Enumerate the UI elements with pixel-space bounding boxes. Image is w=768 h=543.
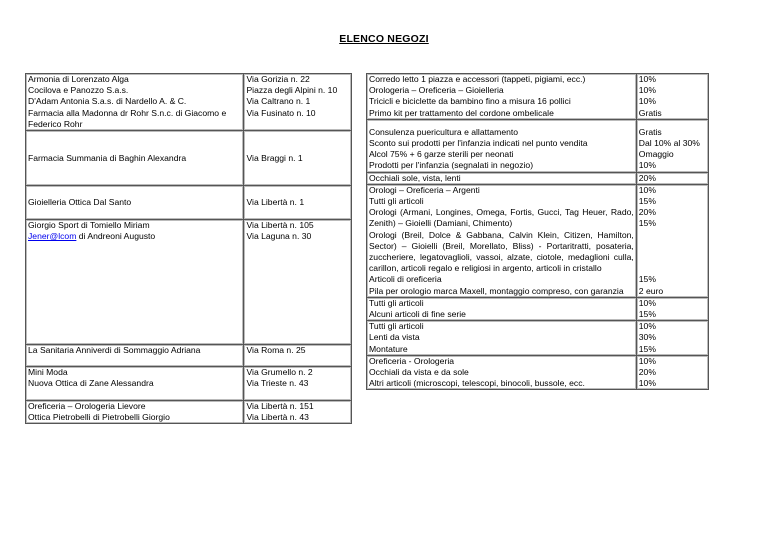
- shop-address: Via Libertà n. 151 Via Libertà n. 43: [244, 401, 352, 424]
- table-row: [367, 172, 709, 184]
- shop-email-link[interactable]: Jener@lcom: [28, 231, 77, 242]
- offer-discount: 10% 20% 10%: [636, 355, 708, 390]
- page-title: ELENCO NEGOZI: [339, 33, 429, 45]
- table-row: [367, 119, 709, 172]
- table-row: [367, 355, 709, 390]
- offer-item: Tutti gli articoli Lenti da vista Montature: [367, 321, 637, 356]
- offer-item: Tutti gli articoli Alcuni articoli di fine serie: [367, 297, 637, 320]
- shop-address: Via Roma n. 25: [244, 345, 352, 367]
- shop-address: Via Grumello n. 2 Via Trieste n. 43: [244, 367, 352, 401]
- offers-table: [366, 73, 709, 390]
- offer-item: Oreficeria - Orologeria Occhiali da vista e da sole Altri articoli (microscopi, telescopi, binocoli, bussole, ecc.: [367, 355, 637, 390]
- offer-discount: 10% 15% 20% 15% 15% 2 euro: [636, 184, 708, 297]
- table-row: [26, 74, 352, 131]
- offer-discount: 10% 15%: [636, 297, 708, 320]
- shop-name: Giorgio Sport di Tomiello Miriam Jener@lcom di Andreoni Augusto: [26, 220, 244, 345]
- shops-table: [25, 73, 352, 424]
- shop-address: Via Gorizia n. 22 Piazza degli Alpini n. 10 Via Caltrano n. 1 Via Fusinato n. 10: [244, 74, 352, 131]
- table-row: [26, 131, 352, 186]
- offer-item: Occhiali sole, vista, lenti: [367, 172, 637, 184]
- table-row: [26, 367, 352, 401]
- offer-discount: 10% 30% 15%: [636, 321, 708, 356]
- table-row: [367, 74, 709, 120]
- table-row: [26, 401, 352, 424]
- shop-address: Via Libertà n. 1: [244, 186, 352, 220]
- table-row: [367, 297, 709, 320]
- shop-name: Armonia di Lorenzato Alga Cocilova e Panozzo S.a.s. D'Adam Antonia S.a.s. di Nardello A. & C. Farmacia alla Madonna dr Rohr S.n.c. di Giacomo e Federico Rohr: [26, 74, 244, 131]
- shop-name: Farmacia Summania di Baghin Alexandra: [26, 131, 244, 186]
- table-row: [367, 184, 709, 297]
- offer-item: Orologi – Oreficeria – Argenti Tutti gli articoli Orologi (Armani, Longines, Omega, Fortis, Gucci, Tag Heuer, Rado, Zenith) – Gioielli (Damiani, Chimento) Orologi (Breil, Dolce & Gabbana, Calvin Klein, Citizen, Hamilton, Sector) – Gioielli (Breil, Morellato, Bliss) - Portaritratti, posateria, zuccheriere, legatovaglioli, vassoi, alzate, ciotole, medaglioni culla, carillon, articoli regalo e religiosi in argento, articoli in cristallo Articoli di oreficeria Pila per orologio marca Maxell, montaggio compreso, con garanzia: [367, 184, 637, 297]
- offer-item: Consulenza puericultura e allattamento Sconto sui prodotti per l'infanzia indicati nel punto vendita Alcol 75% + 6 garze sterili per neonati Prodotti per l'infanzia (segnalati in negozio): [367, 119, 637, 172]
- table-row: [26, 186, 352, 220]
- offer-item: Corredo letto 1 piazza e accessori (tappeti, pigiami, ecc.) Orologeria – Oreficeria – Gioielleria Tricicli e biciclette da bambino fino a misura 16 pollici Primo kit per trattamento del cordone ombelicale: [367, 74, 637, 120]
- shop-address: Via Braggi n. 1: [244, 131, 352, 186]
- offer-discount: 20%: [636, 172, 708, 184]
- offer-discount: 10% 10% 10% Gratis: [636, 74, 708, 120]
- table-row: [367, 321, 709, 356]
- shop-address: Via Libertà n. 105 Via Laguna n. 30: [244, 220, 352, 345]
- shop-name: Mini Moda Nuova Ottica di Zane Alessandra: [26, 367, 244, 401]
- shop-name: La Sanitaria Anniverdi di Sommaggio Adriana: [26, 345, 244, 367]
- table-row: [26, 345, 352, 367]
- table-row: [26, 220, 352, 345]
- shop-name: Gioielleria Ottica Dal Santo: [26, 186, 244, 220]
- shop-name: Oreficeria – Orologeria Lievore Ottica Pietrobelli di Pietrobelli Giorgio: [26, 401, 244, 424]
- offer-discount: Gratis Dal 10% al 30% Omaggio 10%: [636, 119, 708, 172]
